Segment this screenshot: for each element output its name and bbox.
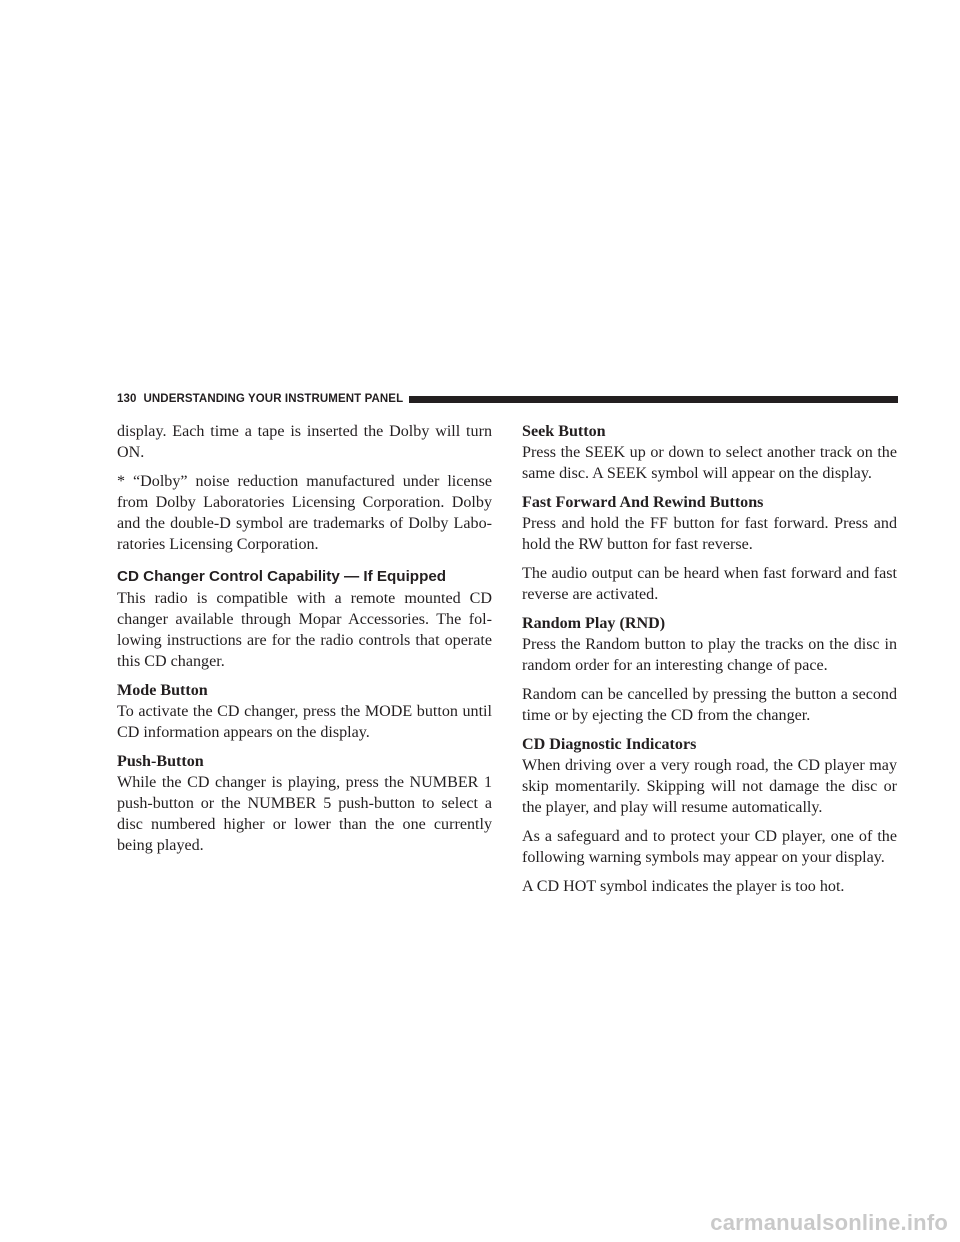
audio-output-paragraph: The audio output can be heard when fast forward and fast reverse are activated. — [522, 565, 897, 603]
random-cancel-paragraph: Random can be cancelled by pressing the button a second time or by ejecting the CD from the changer. — [522, 686, 897, 724]
page-number: 130 — [117, 393, 137, 405]
seek-button-heading: Seek Button — [522, 423, 606, 440]
random-play-heading: Random Play (RND) — [522, 615, 666, 632]
cd-changer-heading: CD Changer Control Capability — If Equipped — [117, 568, 447, 585]
section-title: UNDERSTANDING YOUR INSTRUMENT PANEL — [143, 393, 404, 405]
cd-diagnostic-paragraph: When driving over a very rough road, the CD player may skip momentarily. Skipping will not damage the disc or the player, and play will resume automatically. — [522, 757, 897, 816]
dolby-continuation-paragraph: display. Each time a tape is inserted the Dolby will turn ON. — [117, 423, 492, 461]
page-header — [117, 392, 898, 406]
safeguard-paragraph: As a safeguard and to protect your CD player, one of the following warning symbols may appear on your display. — [522, 828, 897, 866]
cd-changer-intro-paragraph: This radio is compatible with a remote mounted CD changer available through Mopar Accessories. The fol-lowing instructions are for the radio controls that operate this CD changer. — [117, 590, 492, 670]
mode-button-heading: Mode Button — [117, 682, 208, 699]
cd-hot-paragraph: A CD HOT symbol indicates the player is too hot. — [522, 878, 845, 895]
push-button-paragraph: While the CD changer is playing, press the NUMBER 1 push-button or the NUMBER 5 push-button to select a disc numbered higher or lower than the one currently being played. — [117, 774, 492, 854]
fast-forward-heading: Fast Forward And Rewind Buttons — [522, 494, 764, 511]
fast-forward-paragraph: Press and hold the FF button for fast forward. Press and hold the RW button for fast reverse. — [522, 515, 897, 553]
header-rule — [409, 396, 898, 403]
cd-diagnostic-heading: CD Diagnostic Indicators — [522, 736, 697, 753]
site-watermark: carmanualsonline.info — [710, 1210, 948, 1235]
seek-button-paragraph: Press the SEEK up or down to select another track on the same disc. A SEEK symbol will appear on the display. — [522, 444, 897, 482]
left-column — [117, 421, 492, 864]
right-column — [522, 421, 897, 905]
dolby-footnote-paragraph: * “Dolby” noise reduction manufactured under license from Dolby Laboratories Licensing Corporation. Dolby and the double-D symbol are trademarks of Dolby Labo-ratories Licensing Corporation. — [117, 473, 492, 553]
random-play-paragraph: Press the Random button to play the tracks on the disc in random order for an interesting change of pace. — [522, 636, 897, 674]
mode-button-paragraph: To activate the CD changer, press the MODE button until CD information appears on the display. — [117, 703, 492, 741]
push-button-heading: Push-Button — [117, 753, 204, 770]
